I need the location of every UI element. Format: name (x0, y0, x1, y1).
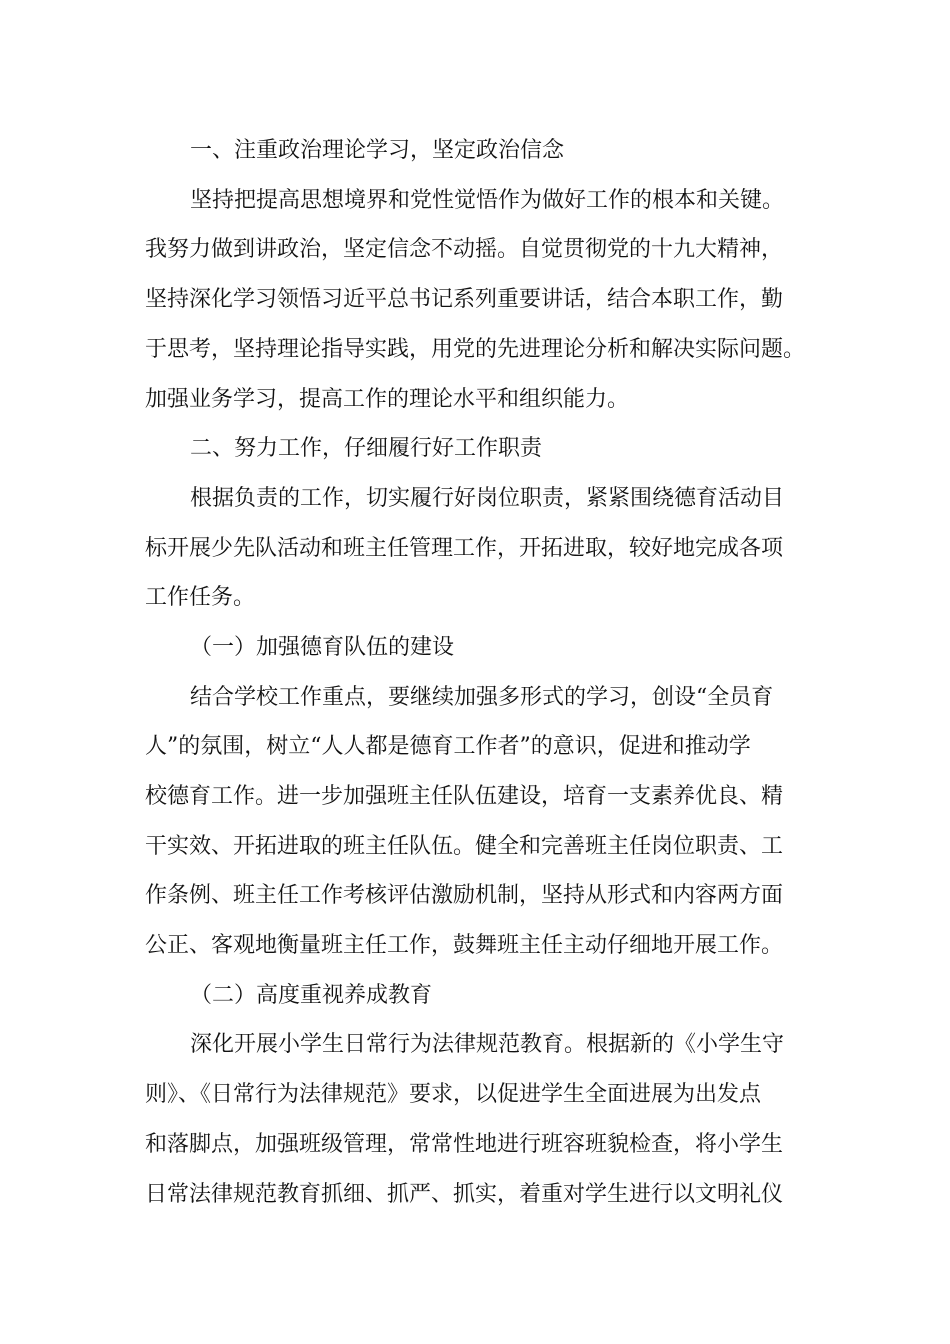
subsection-heading-2: （二）高度重视养成教育 (190, 983, 433, 1008)
paragraph-line: 作条例、班主任工作考核评估激励机制，坚持从形式和内容两方面 (145, 883, 784, 908)
paragraph-line: 我努力做到讲政治，坚定信念不动摇。自觉贯彻党的十九大精神， (145, 237, 784, 262)
paragraph-line: 校德育工作。进一步加强班主任队伍建设，培育一支素养优良、精 (145, 784, 784, 809)
paragraph-line: 结合学校工作重点，要继续加强多形式的学习，创设“全员育 (190, 685, 774, 710)
paragraph-line: 深化开展小学生日常行为法律规范教育。根据新的《小学生守 (190, 1032, 785, 1057)
paragraph-line: 于思考，坚持理论指导实践，用党的先进理论分析和解决实际问题。 (145, 337, 806, 362)
paragraph-line: 加强业务学习，提高工作的理论水平和组织能力。 (145, 387, 630, 412)
section-heading-2: 二、努力工作，仔细履行好工作职责 (190, 436, 543, 461)
paragraph-line: 则》、《日常行为法律规范》要求，以促进学生全面进展为出发点 (145, 1082, 762, 1107)
paragraph-line: 干实效、开拓进取的班主任队伍。健全和完善班主任岗位职责、工 (145, 834, 784, 859)
paragraph-line: 根据负责的工作，切实履行好岗位职责，紧紧围绕德育活动目 (190, 486, 785, 511)
paragraph-line: 工作任务。 (145, 585, 256, 610)
paragraph-line: 坚持把提高思想境界和党性觉悟作为做好工作的根本和关键。 (190, 188, 785, 213)
paragraph-line: 坚持深化学习领悟习近平总书记系列重要讲话，结合本职工作，勤 (145, 287, 784, 312)
paragraph-line: 公正、客观地衡量班主任工作，鼓舞班主任主动仔细地开展工作。 (145, 933, 784, 958)
paragraph-line: 标开展少先队活动和班主任管理工作，开拓进取，较好地完成各项 (145, 536, 784, 561)
paragraph-line: 人”的氛围，树立“人人都是德育工作者”的意识，促进和推动学 (145, 734, 751, 759)
paragraph-line: 和落脚点，加强班级管理，常常性地进行班容班貌检查，将小学生 (145, 1132, 784, 1157)
paragraph-line: 日常法律规范教育抓细、抓严、抓实，着重对学生进行以文明礼仪 (145, 1182, 784, 1207)
section-heading-1: 一、注重政治理论学习，坚定政治信念 (190, 138, 565, 163)
subsection-heading-1: （一）加强德育队伍的建设 (190, 635, 455, 660)
